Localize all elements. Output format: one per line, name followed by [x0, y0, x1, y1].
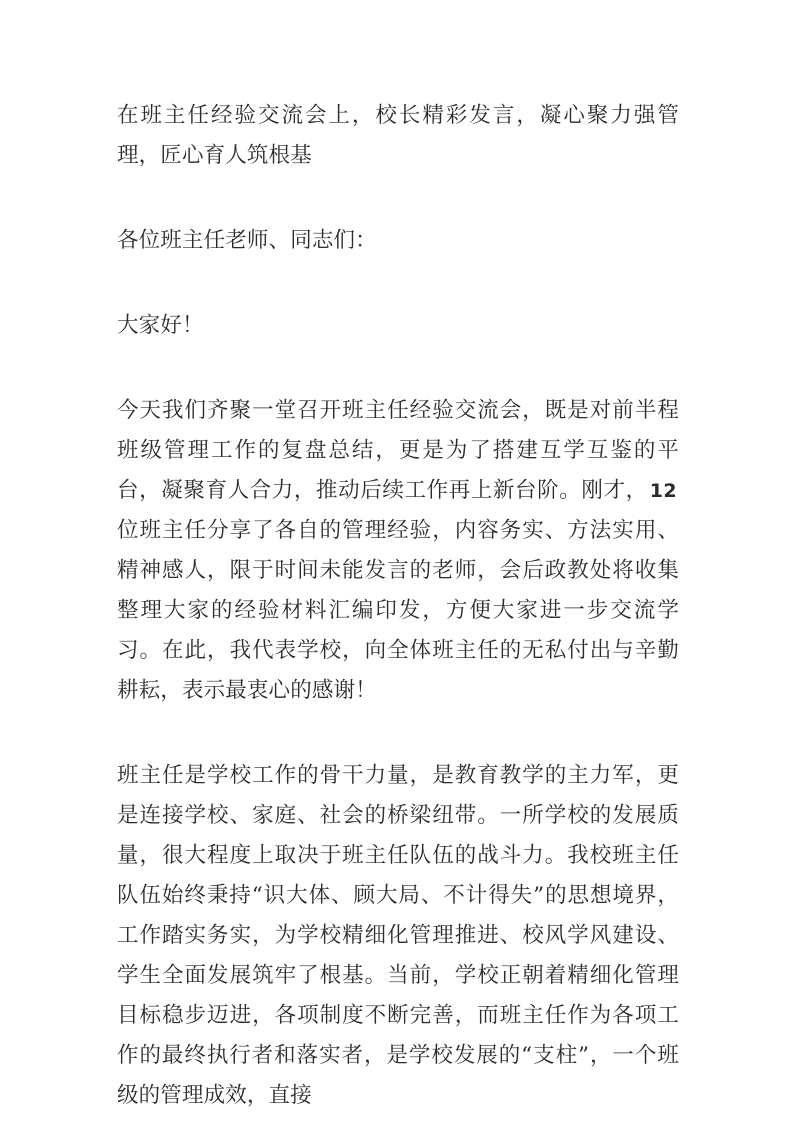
body-paragraph-role-of-homeroom-teacher: 班主任是学校工作的骨干力量，是教育教学的主力军，更是连接学校、家庭、社会的桥梁纽带。一所学校的发展质量，很大程度上取决于班主任队伍的战斗力。我校班主任队伍始终秉持“识大体、顾大局、不计得失”的思想境界，工作踏实务实，为学校精细化管理推进、校风学风建设、学生全面发展筑牢了根基。当前，学校正朝着精细化管理目标稳步迈进，各项制度不断完善，而班主任作为各项工作的最终执行者和落实者，是学校发展的“支柱”，一个班级的管理成效，直接 [117, 763, 679, 1108]
opening-remarks-text-part-1: 今天我们齐聚一堂召开班主任经验交流会，既是对前半程班级管理工作的复盘总结，更是为了搭建互学互鉴的平台，凝聚育人合力，推动后续工作再上新台阶。刚才， [117, 398, 679, 503]
greeting-paragraph: 大家好！ [117, 313, 204, 338]
salutation-paragraph: 各位班主任老师、同志们： [117, 228, 377, 253]
opening-remarks-text-part-2: 位班主任分享了各自的管理经验，内容务实、方法实用、精神感人，限于时间未能发言的老师，会后政教处将收集整理大家的经验材料汇编印发，方便大家进一步交流学习。在此，我代表学校，向全体班主任的无私付出与辛勤耕耘，表示最衷心的感谢！ [117, 518, 679, 703]
opening-remarks-paragraph [117, 391, 679, 711]
speaker-count-number: 12 [649, 480, 677, 502]
document-text-body [117, 96, 679, 1116]
document-title-paragraph: 在班主任经验交流会上，校长精彩发言，凝心聚力强管理，匠心育人筑根基 [117, 103, 679, 168]
